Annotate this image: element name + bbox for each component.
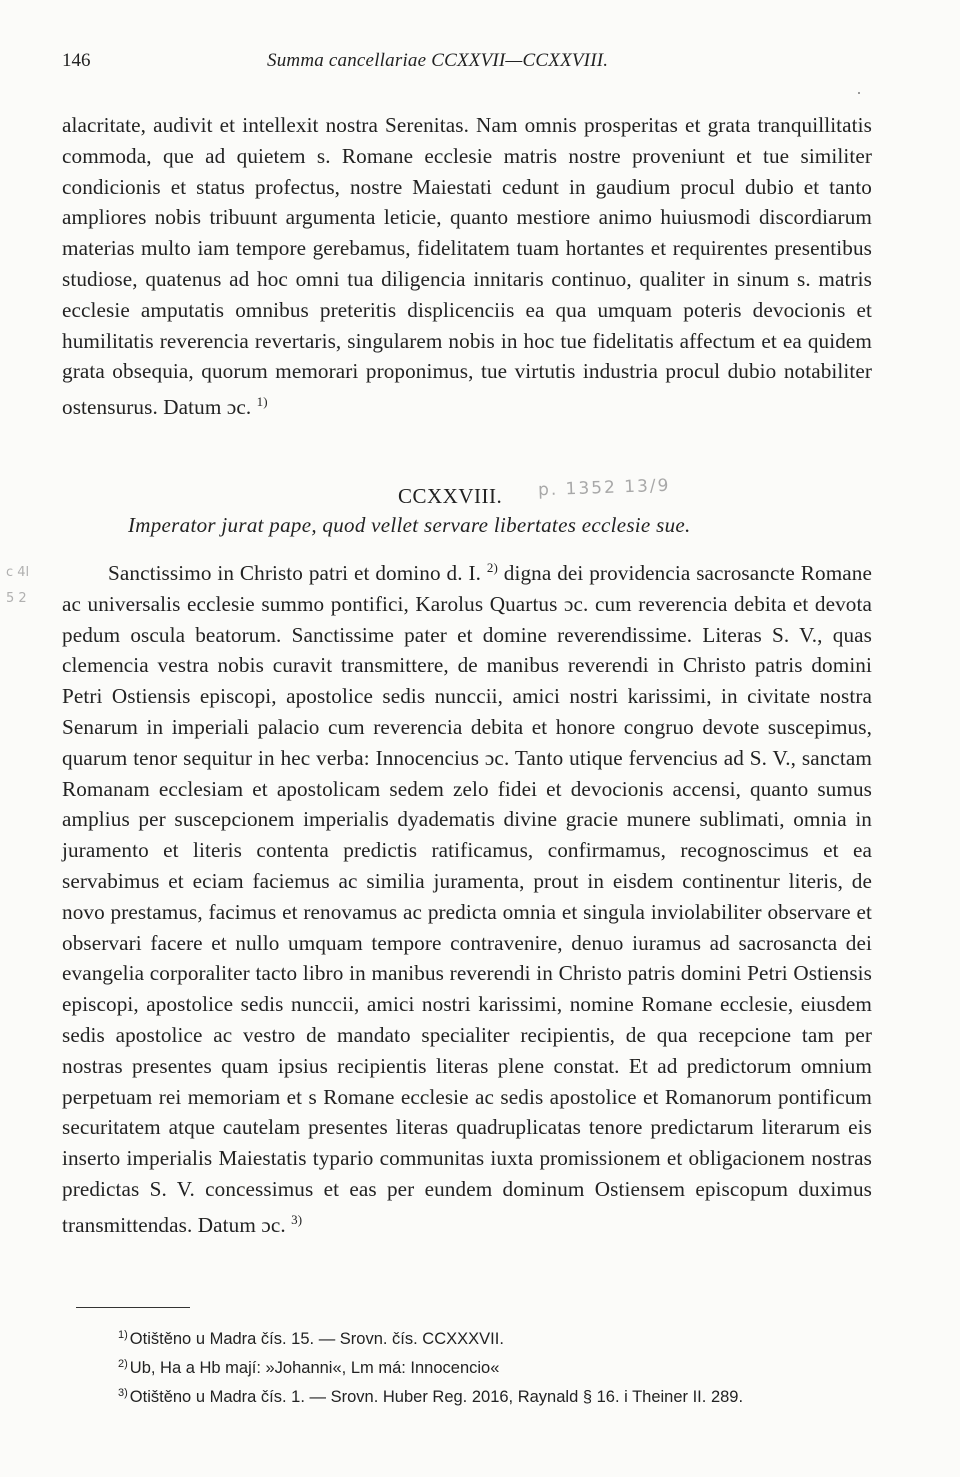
paragraph-text: alacritate, audivit et intellexit nostra Serenitas. Nam omnis prosperitas et grata tranquillitatis commoda, que ad quietem s. Romane ecclesie matris nostre proveniunt et tue similiter condicionis et status profectus, nostre Maiestati cedunt in gaudium procul dubio et tanto ampliores nobis tribuunt argumenta leticie, quanto mestiore animo huiusmodi discordiarum materias multo iam tempore gerebamus, fidelitatem tuam hortantes et requirentes presentibus studiose, quatenus ad hoc omni tua diligencia innitaris continuo, qualiter in sinum s. matris ecclesie amputatis omnibus preteritis displicenciis ea qua umquam poteris devocionis et humilitatis reverencia revertaris, singularem nobis in hoc tue fidelitatis affectum et ea quidem grata obsequia, quorum memorari proponimus, tue virtutis industria procul dubio notabiliter ostensurus. Datum ɔc. (62, 113, 872, 420)
footnote-item (118, 1352, 898, 1381)
section-subtitle: Imperator jurat pape, quod vellet servare libertates ecclesie sue. (128, 513, 691, 537)
footnote-mark: 3) (118, 1387, 128, 1399)
page-header (62, 50, 882, 80)
footnote-item (118, 1323, 898, 1352)
footnote-item (118, 1381, 898, 1410)
paragraph-continuation (62, 110, 872, 423)
footnote-ref-3: 3) (291, 1211, 303, 1227)
margin-annotation-line: c 4l (6, 565, 30, 580)
letter-body (62, 553, 872, 1241)
page-number: 146 (62, 50, 91, 71)
margin-annotation-line: 5 2 (6, 591, 27, 606)
footnote-divider (76, 1307, 190, 1308)
footnote-text: Otištěno u Madra čís. 1. — Srovn. Huber Reg. 2016, Raynald § 16. i Theiner II. 289. (129, 1388, 744, 1406)
footnote-text: Ub, Ha a Hb mají: »Johanni«, Lm má: Innocencio« (129, 1359, 500, 1377)
footnote-mark: 2) (118, 1358, 128, 1370)
letter-text-part2: digna dei providencia sacrosancte Romane ac universalis ecclesie summo pontifici, Karolus Quartus ɔc. cum reverencia debita et devota pedum oscula beatorum. Sanctissime pater et domine reverendissime. Literas S. V., quas clemencia vestra nobis curavit transmittere, de manibus reverendi in Christo patris domini Petri Ostiensis episcopi, apostolice sedis nunccii, amici nostri karissimi, in civitate nostra Senarum in imperiali palacio cum reverencia debita et honore congruo devote suscepimus, quarum tenor sequitur in hec verba: Innocencius ɔc. Tanto utique fervencius ad S. V., sanctam Romanam ecclesiam et apostolicam sedem zelo fidei et devocionis accensi, quanto sumus amplius per suscepcionem imperialis dyadematis divine gracie munere sublimati, omnia in juramento et literis contenta predictis ratificamus, confirmamus, recognoscimus et ea servabimus et eciam faciemus ac similia juramenta, prout in eisdem continentur literis, de novo prestamus, facimus et renovamus ac predicta omnia et singula inviolabiliter observare et observari facere et nullo umquam tempore contravenire, denuo iuramus ad sacrosancta dei evangelia corporaliter tacto libro in manibus reverendi in Christo patris domini Petri Ostiensis episcopi, apostolice sedis nunccii, amici nostri karissimi, nomine Romane ecclesie, eiusdem sedis apostolice ac vestro de mandato specialiter recipientis, de qua recepcione tam per nostras presentes quam ipsius recipientis literas plene constat. Et ad predictorum omnium perpetuam rei memoriam et s Romane ecclesie ac sedis apostolice et Romanorum pontificum securitatem atque cautelam presentes literas quadruplicatas tenore predictarum literarum eis inserto imperialis Maiestatis typario communitas iuxta promissionem et obligacionem nostras predictas S. V. concessimus et eas per eundem dominum Ostiensem episcopum duximus transmittendas. Datum ɔc. (62, 561, 872, 1237)
running-title: Summa cancellariae CCXXVII—CCXXVIII. (267, 50, 609, 71)
footnotes (118, 1323, 898, 1410)
letter-text-part1: Sanctissimo in Christo patri et domino d. I. (108, 561, 482, 585)
footnote-text: Otištěno u Madra čís. 15. — Srovn. čís. CCXXXVII. (129, 1330, 504, 1348)
footnote-ref-1: 1) (256, 394, 268, 410)
footnote-mark: 1) (118, 1329, 128, 1341)
footnote-ref-2: 2) (486, 560, 498, 575)
section-heading: CCXXVIII. (398, 484, 503, 508)
margin-annotation (6, 560, 46, 612)
pencil-annotation: p. 1352 13/9 (537, 475, 671, 501)
ink-speck (858, 92, 860, 94)
